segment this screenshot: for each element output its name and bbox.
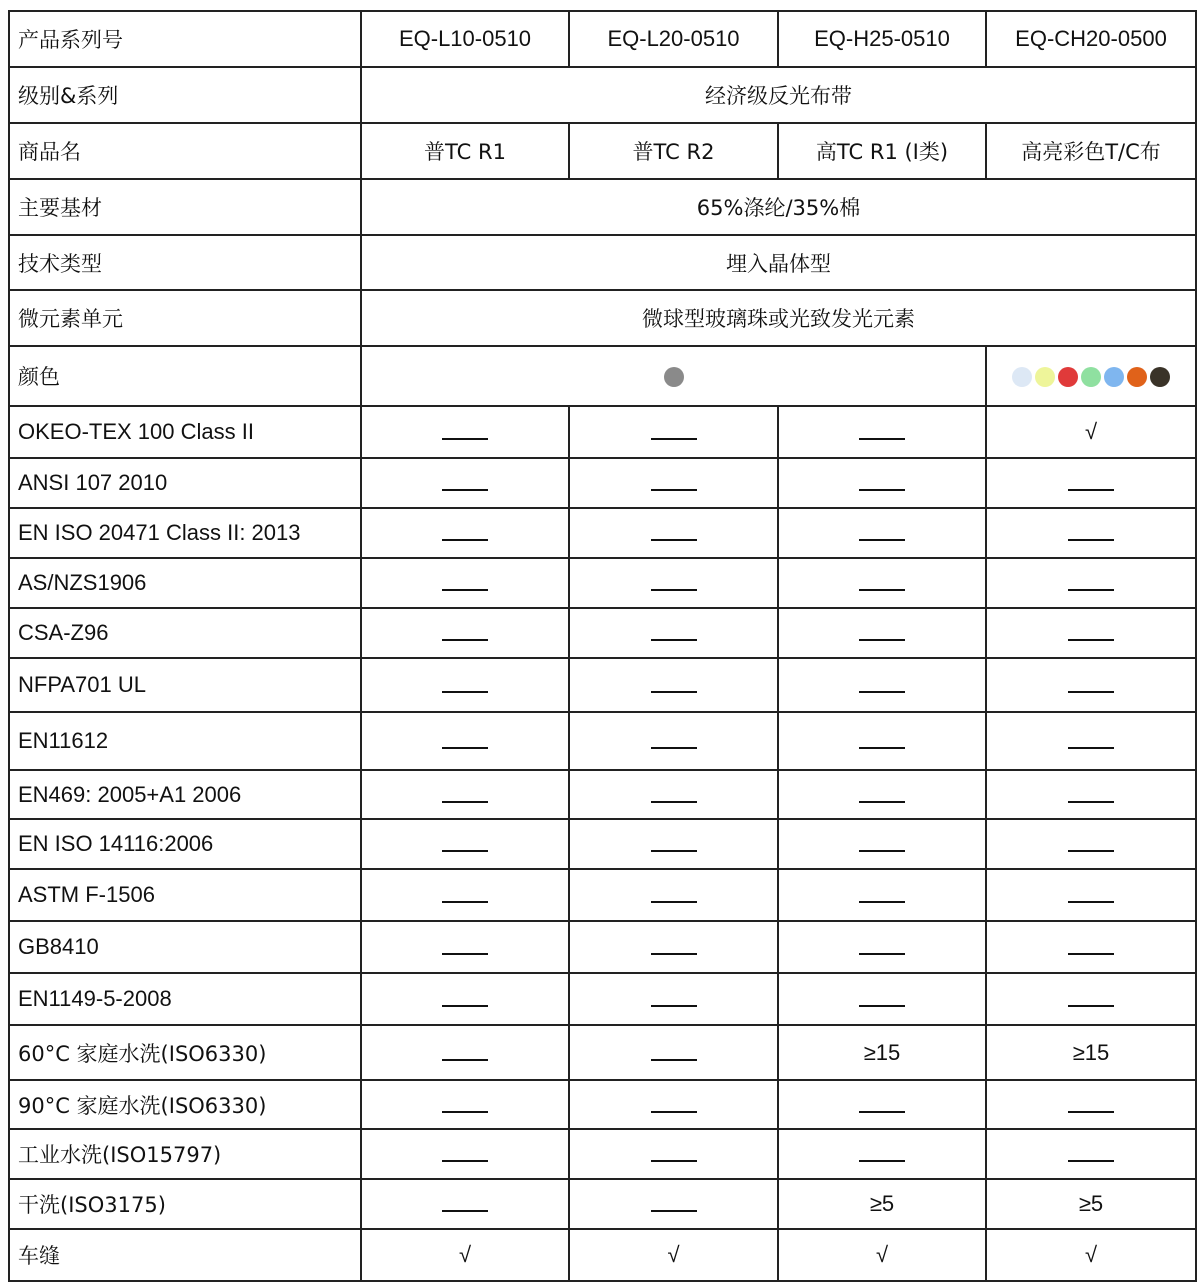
dash-mark [442, 1005, 488, 1007]
cert-row [9, 712, 1196, 770]
dash-mark [859, 539, 905, 541]
dash-mark [651, 639, 697, 641]
cert-row [9, 770, 1196, 819]
cert-row [9, 921, 1196, 973]
cert-cell [778, 1129, 986, 1179]
cert-cell [986, 608, 1196, 658]
technology-row [9, 235, 1196, 290]
dash-mark [1068, 489, 1114, 491]
cert-cell [569, 406, 778, 458]
cert-cell [778, 712, 986, 770]
color-swatch [1035, 367, 1055, 387]
cert-cell [778, 508, 986, 558]
dash-mark [859, 438, 905, 440]
dash-mark [442, 691, 488, 693]
cert-cell [361, 508, 569, 558]
cert-cell [986, 770, 1196, 819]
dash-mark [651, 801, 697, 803]
cert-cell [778, 406, 986, 458]
cert-row [9, 608, 1196, 658]
dash-mark [442, 438, 488, 440]
cert-cell [569, 1080, 778, 1129]
dash-mark [859, 1111, 905, 1113]
dash-mark [859, 801, 905, 803]
grade-row [9, 67, 1196, 123]
cert-cell [361, 1129, 569, 1179]
color-swatch [664, 367, 684, 387]
cert-cell [361, 458, 569, 508]
row-label: EN11612 [9, 712, 361, 770]
dash-mark [651, 1111, 697, 1113]
cert-row [9, 658, 1196, 712]
row-label: 车缝 [9, 1229, 361, 1281]
cert-row [9, 406, 1196, 458]
dash-mark [859, 901, 905, 903]
dash-mark [1068, 691, 1114, 693]
cert-cell [569, 1025, 778, 1080]
dash-mark [859, 1160, 905, 1162]
color-swatch [1104, 367, 1124, 387]
cert-cell: √ [986, 406, 1196, 458]
dash-mark [442, 1160, 488, 1162]
material-value: 65%涤纶/35%棉 [361, 179, 1196, 235]
material-row [9, 179, 1196, 235]
cert-cell: ≥5 [986, 1179, 1196, 1229]
cert-cell [778, 973, 986, 1025]
cert-cell [986, 658, 1196, 712]
dash-mark [859, 589, 905, 591]
row-label: ASTM F-1506 [9, 869, 361, 921]
cert-cell [986, 1080, 1196, 1129]
trade-name-cell: 高TC R1 (I类) [778, 123, 986, 179]
color-row [9, 346, 1196, 406]
cert-cell [361, 1025, 569, 1080]
cert-row [9, 508, 1196, 558]
row-label: 工业水洗(ISO15797) [9, 1129, 361, 1179]
dash-mark [651, 1005, 697, 1007]
dash-mark [1068, 801, 1114, 803]
cert-cell [778, 921, 986, 973]
cert-cell [986, 973, 1196, 1025]
row-label: EN1149-5-2008 [9, 973, 361, 1025]
table-body [9, 11, 1196, 1281]
cert-row [9, 558, 1196, 608]
dash-mark [1068, 589, 1114, 591]
cert-cell [361, 406, 569, 458]
cert-cell [361, 770, 569, 819]
technology-value: 埋入晶体型 [361, 235, 1196, 290]
cert-cell [569, 819, 778, 869]
color-swatch [1012, 367, 1032, 387]
dash-mark [859, 639, 905, 641]
cert-cell [986, 712, 1196, 770]
dash-mark [651, 1059, 697, 1061]
row-label: 技术类型 [9, 235, 361, 290]
cert-cell [986, 508, 1196, 558]
model-cell: EQ-L10-0510 [361, 11, 569, 67]
dash-mark [1068, 850, 1114, 852]
cert-cell: √ [361, 1229, 569, 1281]
cert-cell [778, 869, 986, 921]
row-label: 微元素单元 [9, 290, 361, 346]
cert-cell [569, 608, 778, 658]
row-label: 主要基材 [9, 179, 361, 235]
cert-row [9, 1025, 1196, 1080]
cert-cell [569, 658, 778, 712]
micro-element-row [9, 290, 1196, 346]
cert-cell [569, 973, 778, 1025]
cert-cell [361, 921, 569, 973]
cert-row [9, 1080, 1196, 1129]
dash-mark [1068, 901, 1114, 903]
cert-cell: ≥15 [778, 1025, 986, 1080]
cert-row [9, 973, 1196, 1025]
cert-cell [569, 558, 778, 608]
dash-mark [859, 850, 905, 852]
cert-cell: √ [986, 1229, 1196, 1281]
dash-mark [1068, 1160, 1114, 1162]
row-label: EN ISO 14116:2006 [9, 819, 361, 869]
color-swatch [1127, 367, 1147, 387]
cert-cell [361, 658, 569, 712]
cert-row [9, 1129, 1196, 1179]
cert-cell [986, 921, 1196, 973]
dash-mark [442, 1111, 488, 1113]
row-label: 60°C 家庭水洗(ISO6330) [9, 1025, 361, 1080]
model-cell: EQ-L20-0510 [569, 11, 778, 67]
dash-mark [442, 747, 488, 749]
cert-cell: √ [778, 1229, 986, 1281]
cert-cell [778, 819, 986, 869]
cert-cell [986, 819, 1196, 869]
row-label: NFPA701 UL [9, 658, 361, 712]
row-label: OKEO-TEX 100 Class II [9, 406, 361, 458]
color-swatch [1081, 367, 1101, 387]
grade-value: 经济级反光布带 [361, 67, 1196, 123]
dash-mark [442, 589, 488, 591]
model-cell: EQ-CH20-0500 [986, 11, 1196, 67]
dash-mark [859, 747, 905, 749]
cert-cell [986, 458, 1196, 508]
trade-name-cell: 普TC R2 [569, 123, 778, 179]
cert-row [9, 458, 1196, 508]
cert-cell [569, 712, 778, 770]
cert-row [9, 819, 1196, 869]
dash-mark [651, 489, 697, 491]
dash-mark [1068, 1005, 1114, 1007]
dash-mark [442, 539, 488, 541]
dash-mark [651, 747, 697, 749]
row-label: 级别&系列 [9, 67, 361, 123]
dash-mark [651, 953, 697, 955]
dash-mark [442, 639, 488, 641]
trade-name-cell: 普TC R1 [361, 123, 569, 179]
dash-mark [651, 438, 697, 440]
dash-mark [442, 850, 488, 852]
cert-cell [778, 558, 986, 608]
micro-element-value: 微球型玻璃珠或光致发光元素 [361, 290, 1196, 346]
dash-mark [442, 901, 488, 903]
cert-cell [986, 869, 1196, 921]
cert-cell [569, 770, 778, 819]
dash-mark [1068, 539, 1114, 541]
row-label: EN ISO 20471 Class II: 2013 [9, 508, 361, 558]
dash-mark [1068, 747, 1114, 749]
cert-cell [361, 973, 569, 1025]
dash-mark [442, 953, 488, 955]
cert-cell [569, 508, 778, 558]
cert-cell [778, 608, 986, 658]
dash-mark [651, 901, 697, 903]
dash-mark [651, 691, 697, 693]
cert-cell [778, 458, 986, 508]
cert-cell [361, 1080, 569, 1129]
row-label: CSA-Z96 [9, 608, 361, 658]
dash-mark [651, 1210, 697, 1212]
color-swatch [1150, 367, 1170, 387]
cert-cell [569, 458, 778, 508]
cert-cell [569, 1129, 778, 1179]
dash-mark [651, 539, 697, 541]
cert-cell [986, 558, 1196, 608]
cert-cell [569, 921, 778, 973]
cert-cell [361, 819, 569, 869]
cert-cell [569, 869, 778, 921]
cert-row [9, 1179, 1196, 1229]
dash-mark [651, 1160, 697, 1162]
dash-mark [442, 801, 488, 803]
dash-mark [651, 589, 697, 591]
color-swatches-standard [361, 346, 986, 406]
row-label: GB8410 [9, 921, 361, 973]
row-label: 干洗(ISO3175) [9, 1179, 361, 1229]
row-label: 90°C 家庭水洗(ISO6330) [9, 1080, 361, 1129]
row-label: 颜色 [9, 346, 361, 406]
row-label: EN469: 2005+A1 2006 [9, 770, 361, 819]
dash-mark [651, 850, 697, 852]
dash-mark [1068, 639, 1114, 641]
header-row [9, 11, 1196, 67]
dash-mark [859, 489, 905, 491]
trade-name-row [9, 123, 1196, 179]
dash-mark [1068, 953, 1114, 955]
color-swatch [1058, 367, 1078, 387]
row-label: AS/NZS1906 [9, 558, 361, 608]
cert-cell [361, 558, 569, 608]
cert-row [9, 1229, 1196, 1281]
dash-mark [1068, 1111, 1114, 1113]
trade-name-cell: 高亮彩色T/C布 [986, 123, 1196, 179]
cert-cell [361, 712, 569, 770]
cert-cell [778, 1080, 986, 1129]
cert-cell [986, 1129, 1196, 1179]
cert-cell [778, 770, 986, 819]
cert-cell [569, 1179, 778, 1229]
dash-mark [442, 1210, 488, 1212]
dash-mark [859, 1005, 905, 1007]
dash-mark [859, 953, 905, 955]
color-swatches-colored [986, 346, 1196, 406]
dash-mark [442, 1059, 488, 1061]
cert-cell [361, 869, 569, 921]
cert-cell: ≥5 [778, 1179, 986, 1229]
row-label: ANSI 107 2010 [9, 458, 361, 508]
cert-cell [361, 1179, 569, 1229]
cert-cell [778, 658, 986, 712]
product-spec-table [8, 10, 1197, 1282]
dash-mark [442, 489, 488, 491]
cert-cell [361, 608, 569, 658]
model-cell: EQ-H25-0510 [778, 11, 986, 67]
cert-cell: √ [569, 1229, 778, 1281]
cert-row [9, 869, 1196, 921]
row-label: 商品名 [9, 123, 361, 179]
dash-mark [859, 691, 905, 693]
cert-cell: ≥15 [986, 1025, 1196, 1080]
header-label: 产品系列号 [9, 11, 361, 67]
